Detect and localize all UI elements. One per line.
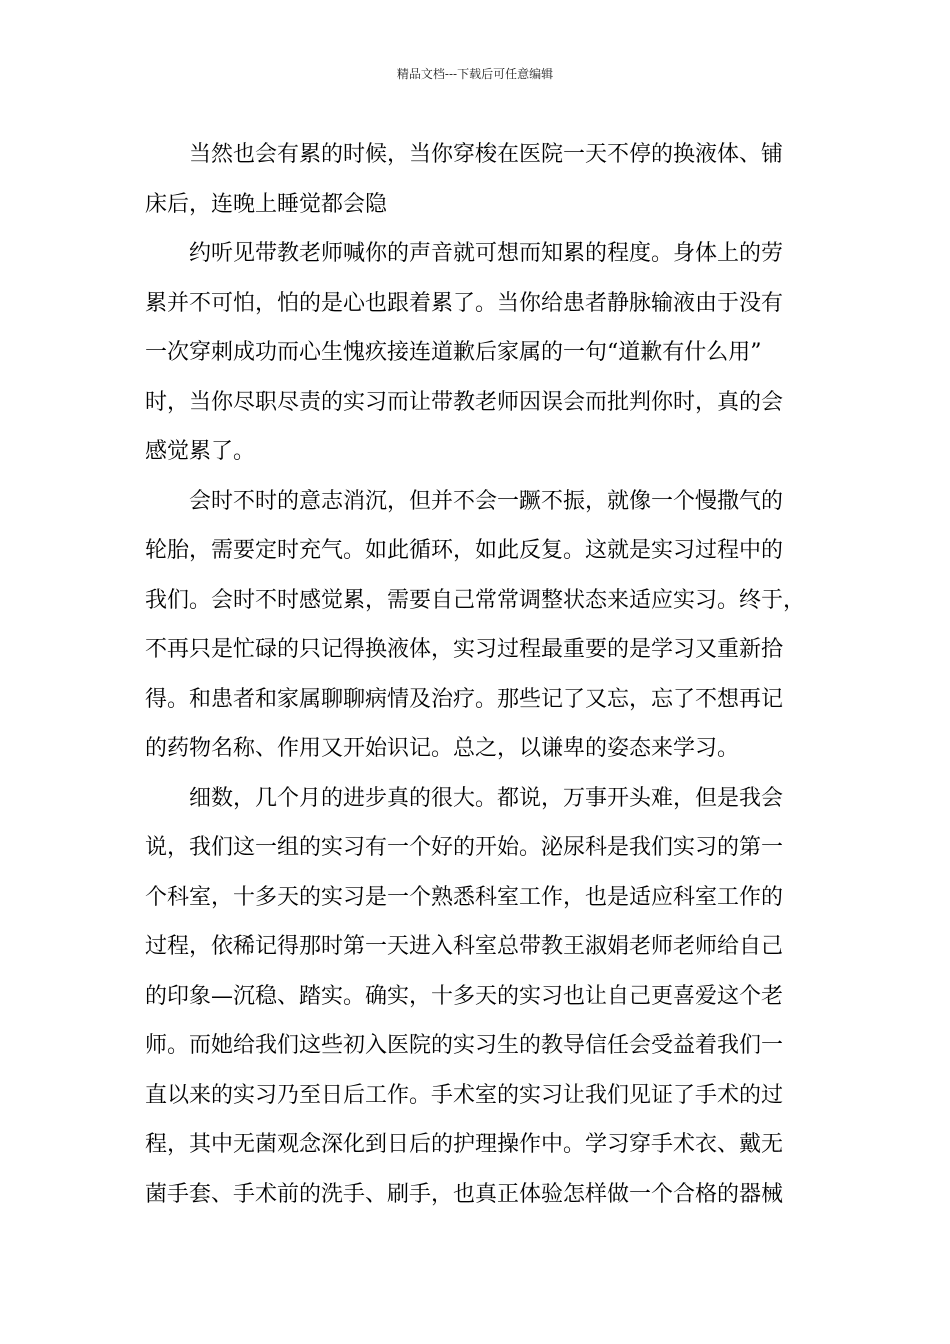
text-line: 我们。会时不时感觉累，需要自己常常调整状态来适应实习。终于，: [145, 587, 806, 613]
text-line: 会时不时的意志消沉，但并不会一蹶不振，就像一个慢撒气的: [189, 488, 784, 514]
text-line: 直以来的实习乃至日后工作。手术室的实习让我们见证了手术的过: [145, 1082, 784, 1108]
text-line: 轮胎，需要定时充气。如此循环，如此反复。这就是实习过程中的: [145, 538, 784, 563]
text-line: 的印象—沉稳、踏实。确实，十多天的实习也让自己更喜爱这个老: [145, 983, 784, 1009]
text-line: 不再只是忙碌的只记得换液体，实习过程最重要的是学习又重新拾: [145, 637, 784, 662]
text-line: 过程，依稀记得那时第一天进入科室总带教王淑娟老师老师给自己: [145, 934, 784, 959]
paragraph: [145, 130, 807, 229]
text-line: 床后，连晚上睡觉都会隐: [145, 191, 388, 217]
text-line: 得。和患者和家属聊聊病情及治疗。那些记了又忘，忘了不想再记: [145, 686, 784, 712]
text-line: 时，当你尽职尽责的实习而让带教老师因误会而批判你时，真的会: [145, 389, 784, 415]
paragraph: [145, 477, 807, 774]
text-line: 约听见带教老师喊你的声音就可想而知累的程度。身体上的劳: [189, 241, 784, 266]
text-line: 说，我们这一组的实习有一个好的开始。泌尿科是我们实习的第一: [145, 835, 784, 860]
text-line: 个科室，十多天的实习是一个熟悉科室工作，也是适应科室工作的: [145, 884, 784, 910]
text-line: 师。而她给我们这些初入医院的实习生的教导信任会受益着我们一: [145, 1033, 784, 1058]
text-line: 当然也会有累的时候，当你穿梭在医院一天不停的换液体、铺: [189, 142, 784, 167]
text-line: 一次穿刺成功而心生愧疚接连道歉后家属的一句“道歉有什么用”: [145, 340, 762, 365]
text-line: 的药物名称、作用又开始识记。总之，以谦卑的姿态来学习。: [145, 736, 740, 761]
paragraph: [145, 774, 807, 1220]
text-line: 累并不可怕，怕的是心也跟着累了。当你给患者静脉输液由于没有: [145, 290, 784, 316]
document-body: [145, 130, 807, 1219]
text-line: 程，其中无菌观念深化到日后的护理操作中。学习穿手术衣、戴无: [145, 1132, 784, 1157]
paragraph: [145, 229, 807, 477]
page-header: 精品文档---下载后可任意编辑: [396, 67, 554, 81]
text-line: 细数，几个月的进步真的很大。都说，万事开头难，但是我会: [189, 785, 784, 811]
text-line: 菌手套、手术前的洗手、刷手，也真正体验怎样做一个合格的器械: [145, 1181, 784, 1207]
text-line: 感觉累了。: [145, 439, 256, 464]
